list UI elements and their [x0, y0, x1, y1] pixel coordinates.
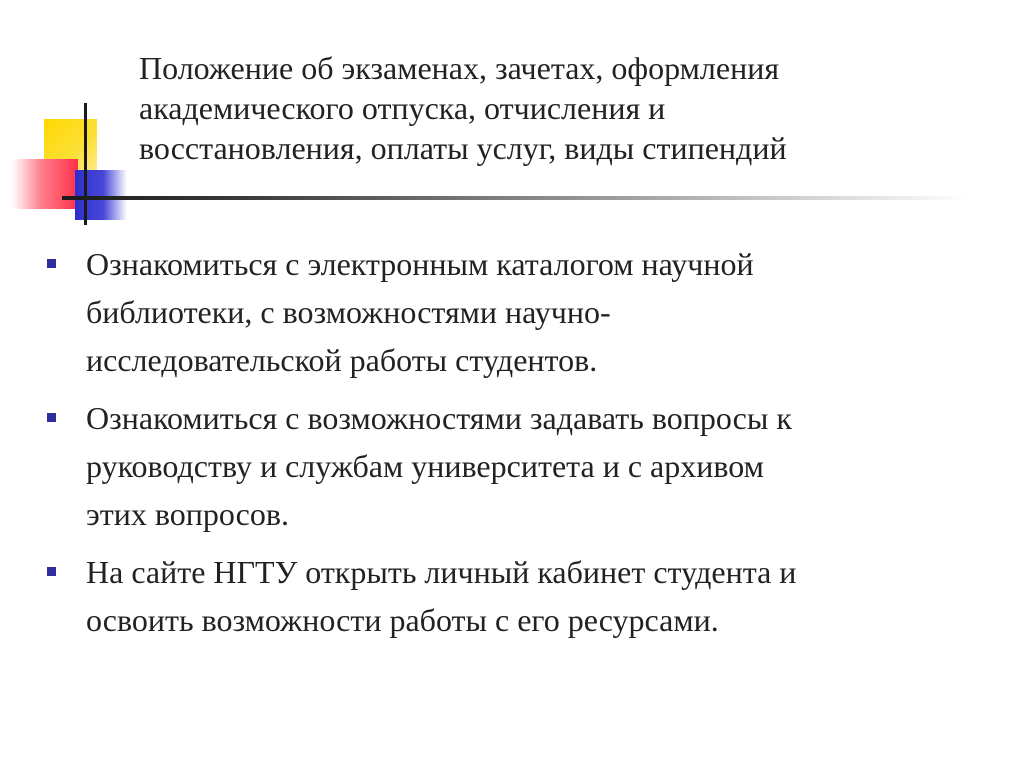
bullet-line: этих вопросов. — [86, 496, 289, 532]
decorative-blue-square — [75, 170, 127, 220]
bullet-item — [86, 548, 986, 644]
bullet-line: руководству и службам университета и с архивом — [86, 448, 764, 484]
decorative-red-square — [12, 159, 78, 209]
bullet-text — [86, 548, 986, 644]
bullet-line: освоить возможности работы с его ресурсами. — [86, 602, 719, 638]
bullet-line: На сайте НГТУ открыть личный кабинет студента и — [86, 554, 797, 590]
slide-title — [139, 48, 989, 168]
title-line: Положение об экзаменах, зачетах, оформления — [139, 50, 780, 86]
bullet-square-icon — [47, 413, 56, 422]
bullet-line: библиотеки, с возможностями научно- — [86, 294, 611, 330]
bullet-line: исследовательской работы студентов. — [86, 342, 598, 378]
bullet-text — [86, 240, 986, 384]
title-line: восстановления, оплаты услуг, виды стипендий — [139, 130, 787, 166]
title-line: академического отпуска, отчисления и — [139, 90, 666, 126]
bullet-text — [86, 394, 986, 538]
bullet-square-icon — [47, 567, 56, 576]
decorative-vertical-line — [84, 103, 87, 225]
bullet-line: Ознакомиться с возможностями задавать вопросы к — [86, 400, 792, 436]
bullet-item — [86, 240, 986, 384]
bullet-list — [0, 240, 1024, 644]
bullet-item — [86, 394, 986, 538]
title-underline-rule — [62, 196, 968, 200]
bullet-square-icon — [47, 259, 56, 268]
bullet-line: Ознакомиться с электронным каталогом научной — [86, 246, 754, 282]
